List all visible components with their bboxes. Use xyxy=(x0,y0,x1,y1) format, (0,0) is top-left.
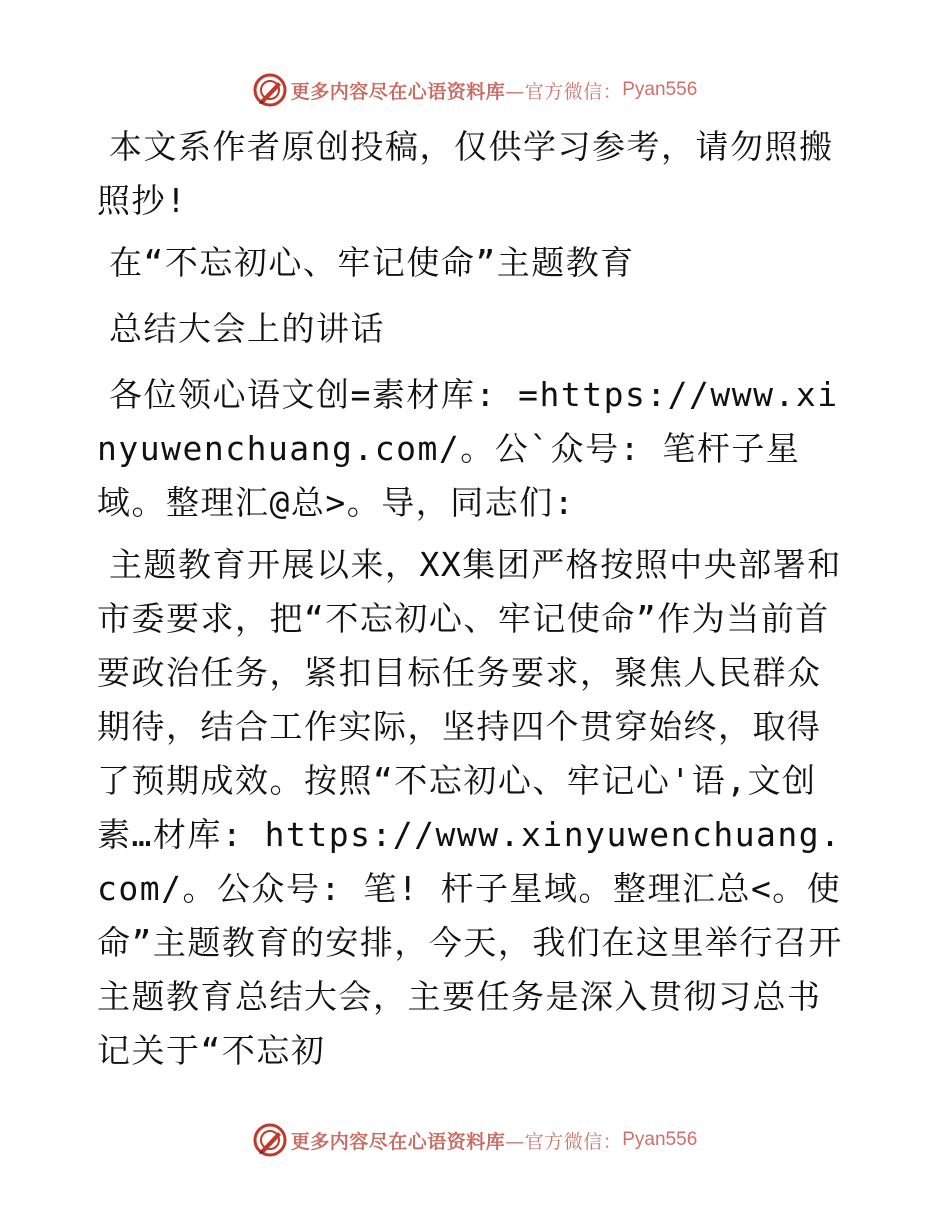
banner-contact: Pyan556 xyxy=(622,79,698,100)
pen-logo-icon xyxy=(253,1123,287,1157)
pen-logo-icon xyxy=(253,73,287,107)
banner-title: 更多内容尽在心语资料库 xyxy=(290,1130,506,1153)
header-watermark-banner xyxy=(0,70,950,110)
banner-title: 更多内容尽在心语资料库 xyxy=(290,80,506,103)
body-paragraph: 主题教育开展以来，XX集团严格按照中央部署和市委要求，把“不忘初心、牢记使命”作为当前首要政治任务，紧扣目标任务要求，聚焦人民群众期待，结合工作实际，坚持四个贯穿始终，取得了预期成效。按照“不忘初心、牢记心'语,文创素…材库: https://www.xinyuwenchuang.com/。公众号: 笔! 杆子星域。整理汇总<。使命”主题教育的安排，今天，我们在这里举行召开主题教育总结大会，主要任务是深入贯彻习总书记关于“不忘初 xyxy=(97,545,843,1070)
banner-separator: —官方微信： xyxy=(505,1130,623,1153)
speech-title-line-1: 在“不忘初心、牢记使命”主题教育 xyxy=(109,243,635,282)
document-body xyxy=(97,120,849,1086)
notice-paragraph: 本文系作者原创投稿，仅供学习参考，请勿照搬照抄! xyxy=(97,127,834,220)
greeting-paragraph: 各位领心语文创=素材库: =https://www.xinyuwenchuang.com/。公`众号: 笔杆子星域。整理汇@总>。导，同志们: xyxy=(97,375,839,522)
banner-separator: —官方微信： xyxy=(505,80,623,103)
banner-contact: Pyan556 xyxy=(622,1129,698,1150)
speech-title-line-2: 总结大会上的讲话 xyxy=(109,309,385,348)
footer-watermark-banner xyxy=(0,1120,950,1160)
